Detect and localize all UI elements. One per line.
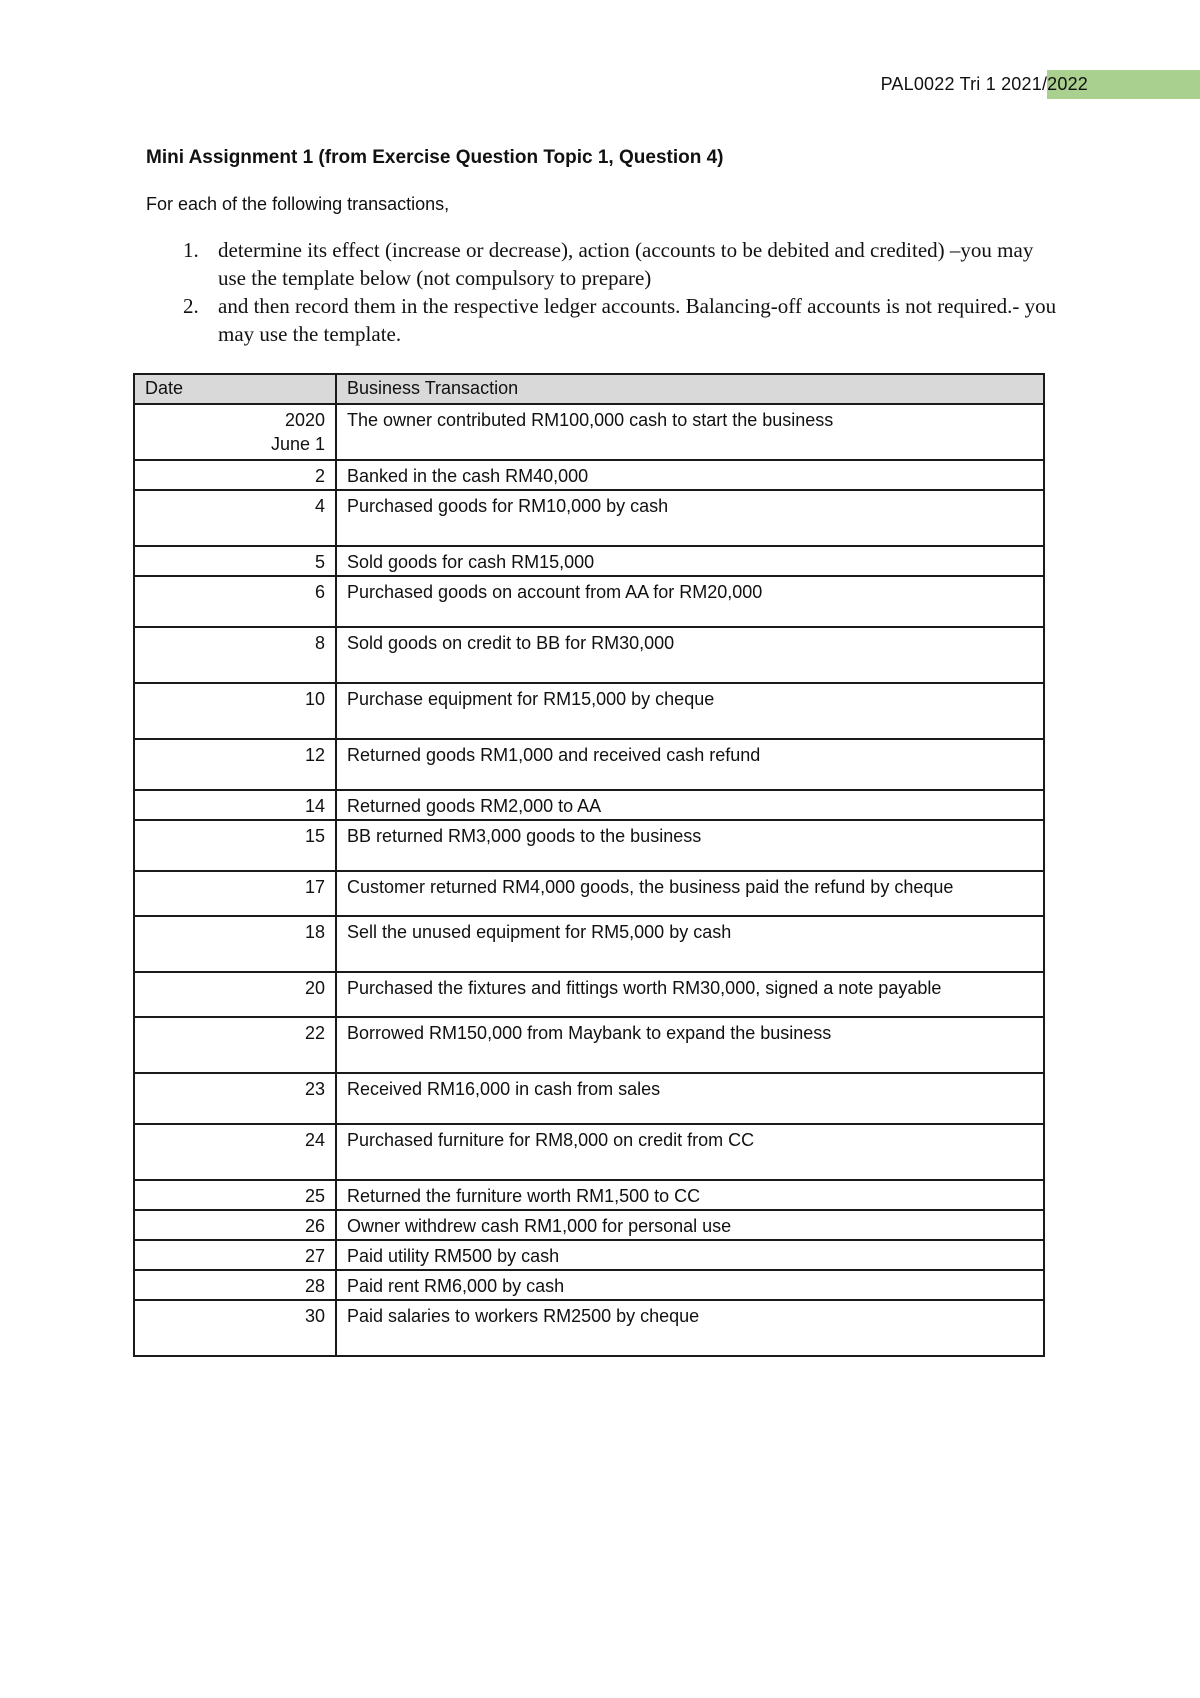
table-row — [134, 1240, 1044, 1270]
date-cell: 10 — [134, 683, 336, 739]
date-cell: 18 — [134, 916, 336, 972]
transaction-cell: Paid rent RM6,000 by cash — [336, 1270, 1044, 1300]
date-cell: 24 — [134, 1124, 336, 1180]
transaction-cell: Returned the furniture worth RM1,500 to CC — [336, 1180, 1044, 1210]
date-cell: 12 — [134, 739, 336, 790]
transaction-cell: Sold goods for cash RM15,000 — [336, 546, 1044, 576]
table-header-row — [134, 374, 1044, 404]
transaction-cell: Sold goods on credit to BB for RM30,000 — [336, 627, 1044, 683]
instruction-list — [146, 236, 1066, 348]
date-cell: 8 — [134, 627, 336, 683]
transaction-cell: Returned goods RM2,000 to AA — [336, 790, 1044, 820]
table-row — [134, 1017, 1044, 1073]
date-cell: 17 — [134, 871, 336, 916]
table-row — [134, 576, 1044, 627]
instruction-text: determine its effect (increase or decrease), action (accounts to be debited and credited) –you may use the template below (not compulsory to prepare) — [218, 238, 1034, 290]
date-cell: 20 — [134, 972, 336, 1017]
transaction-cell: Banked in the cash RM40,000 — [336, 460, 1044, 490]
table-row — [134, 627, 1044, 683]
table-row — [134, 871, 1044, 916]
date-column-header: Date — [134, 374, 336, 404]
transaction-cell: BB returned RM3,000 goods to the business — [336, 820, 1044, 871]
transaction-cell: Paid utility RM500 by cash — [336, 1240, 1044, 1270]
transaction-cell: Purchased the fixtures and fittings worth RM30,000, signed a note payable — [336, 972, 1044, 1017]
date-cell: 25 — [134, 1180, 336, 1210]
table-row — [134, 683, 1044, 739]
day-label: June 1 — [270, 434, 325, 454]
date-cell: 27 — [134, 1240, 336, 1270]
transaction-cell: Sell the unused equipment for RM5,000 by cash — [336, 916, 1044, 972]
table-row — [134, 490, 1044, 546]
date-cell — [134, 404, 336, 460]
transaction-cell: Purchased goods on account from AA for RM20,000 — [336, 576, 1044, 627]
transaction-cell: Returned goods RM1,000 and received cash refund — [336, 739, 1044, 790]
transaction-column-header: Business Transaction — [336, 374, 1044, 404]
date-cell: 2 — [134, 460, 336, 490]
date-cell: 5 — [134, 546, 336, 576]
table-row — [134, 1124, 1044, 1180]
intro-text: For each of the following transactions, — [146, 194, 450, 214]
date-cell: 30 — [134, 1300, 336, 1356]
instruction-item — [146, 236, 1066, 292]
table-row — [134, 1210, 1044, 1240]
date-cell: 4 — [134, 490, 336, 546]
table-row — [134, 1300, 1044, 1356]
transaction-cell: Purchase equipment for RM15,000 by cheque — [336, 683, 1044, 739]
transaction-cell: Purchased goods for RM10,000 by cash — [336, 490, 1044, 546]
table-row — [134, 460, 1044, 490]
transactions-table — [133, 373, 1045, 1357]
instruction-number: 2. — [183, 294, 199, 318]
table-row — [134, 1180, 1044, 1210]
table-row — [134, 1270, 1044, 1300]
transaction-cell: Received RM16,000 in cash from sales — [336, 1073, 1044, 1124]
table-row — [134, 972, 1044, 1017]
table-row — [134, 404, 1044, 460]
course-code: PAL0022 Tri 1 2021/2022 — [880, 74, 1088, 94]
transaction-cell: Purchased furniture for RM8,000 on credit from CC — [336, 1124, 1044, 1180]
date-cell: 22 — [134, 1017, 336, 1073]
date-cell: 26 — [134, 1210, 336, 1240]
transaction-cell: Customer returned RM4,000 goods, the business paid the refund by cheque — [336, 871, 1044, 916]
transaction-cell: Paid salaries to workers RM2500 by cheque — [336, 1300, 1044, 1356]
table-row — [134, 546, 1044, 576]
date-cell: 6 — [134, 576, 336, 627]
year-label: 2020 — [284, 410, 325, 430]
table-row — [134, 820, 1044, 871]
transaction-cell: The owner contributed RM100,000 cash to start the business — [336, 404, 1044, 460]
instruction-number: 1. — [183, 238, 199, 262]
instruction-item — [146, 292, 1066, 348]
transaction-cell: Borrowed RM150,000 from Maybank to expand the business — [336, 1017, 1044, 1073]
date-cell: 28 — [134, 1270, 336, 1300]
transaction-cell: Owner withdrew cash RM1,000 for personal use — [336, 1210, 1044, 1240]
date-cell: 15 — [134, 820, 336, 871]
table-row — [134, 916, 1044, 972]
table-row — [134, 790, 1044, 820]
table-row — [134, 1073, 1044, 1124]
table-row — [134, 739, 1044, 790]
instruction-text: and then record them in the respective ledger accounts. Balancing-off accounts is not required.- you may use the template. — [218, 294, 1057, 346]
assignment-title: Mini Assignment 1 (from Exercise Question Topic 1, Question 4) — [146, 147, 724, 168]
date-cell: 23 — [134, 1073, 336, 1124]
date-cell: 14 — [134, 790, 336, 820]
